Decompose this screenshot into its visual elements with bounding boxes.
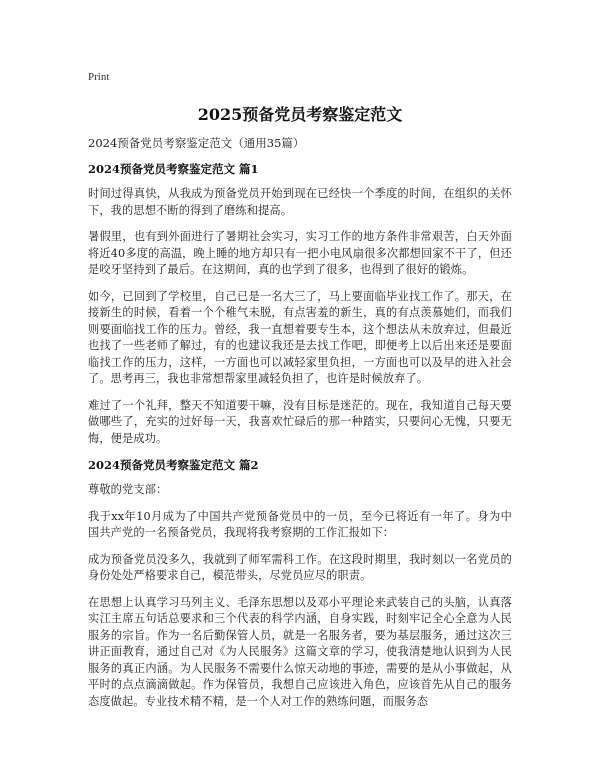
paragraph: 在思想上认真学习马列主义、毛泽东思想以及邓小平理论来武装自己的头脑，认真落实江主席五句话总要求和三个代表的科学内涵，自身实践，时刻牢记全心全意为人民服务的宗旨。作为一名后勤保管人员，就是一名服务者，要为基层服务，通过这次三讲正面教育，通过自己对《为人民服务》这篇文章的学习，使我清楚地认识到为人民服务的真正内涵。为人民服务不需要什么惊天动地的事迹，需要的是从小事做起，从平时的点点滴滴做起。作为保管员，我想自己应该进入角色，应该首先从自己的服务态度做起。专业技术精不精，是一个人对工作的熟练问题，而服务态 [88,595,512,708]
section-heading: 2024预备党员考察鉴定范文 篇1 [88,162,259,176]
document-subtitle: 2024预备党员考察鉴定范文（通用35篇） [88,136,305,150]
paragraph: 时间过得真快，从我成为预备党员开始到现在已经快一个季度的时间，在组织的关怀下，我的思想不断的得到了磨练和提高。 [88,187,512,217]
paragraph: 成为预备党员没多久，我就到了师军需科工作。在这段时期里，我时刻以一名党员的身份处处严格要求自己，模范带头，尽党员应尽的职责。 [88,552,512,582]
salutation: 尊敬的党支部： [88,483,168,496]
paragraph: 如今，已回到了学校里，自己已是一名大三了，马上要面临毕业找工作了。那天，在接新生的时候，看着一个个稚气未脱，有点害羞的新生，真的有点羡慕她们，而我们则要面临找工作的压力。曾经，我一直想着要专生本，这个想法从未放弃过，但最近也找了一些老师了解过，有的也建议我还是去找工作吧，即便考上以后出来还是要面临找工作的压力，这样，一方面也可以减轻家里负担，一方面也可以及早的进入社会了。思考再三，我也非常想帮家里减轻负担了，也许是时候放弃了。 [88,289,512,385]
section-heading: 2024预备党员考察鉴定范文 篇2 [88,458,259,472]
document-body [88,161,512,720]
print-link[interactable]: Print [88,71,110,83]
paragraph: 难过了一个礼拜，整天不知道要干嘛，没有目标是迷茫的。现在，我知道自己每天要做哪些了，充实的过好每一天，我喜欢忙碌后的那一种踏实，只要问心无愧，只要无悔，便是成功。 [88,398,512,445]
paragraph: 暑假里，也有到外面进行了暑期社会实习，实习工作的地方条件非常艰苦，白天外面将近40多度的高温，晚上睡的地方却只有一把小电风扇很多次都想回家不干了，但还是咬牙坚持到了最后。在这期间，真的也学到了很多，也得到了很好的锻炼。 [88,230,512,276]
document-title: 2025预备党员考察鉴定范文 [197,105,403,124]
paragraph: 我于xx年10月成为了中国共产党预备党员中的一员，至今已将近有一年了。身为中国共产党的一名预备党员，我现将我考察期的工作汇报如下： [88,509,512,539]
